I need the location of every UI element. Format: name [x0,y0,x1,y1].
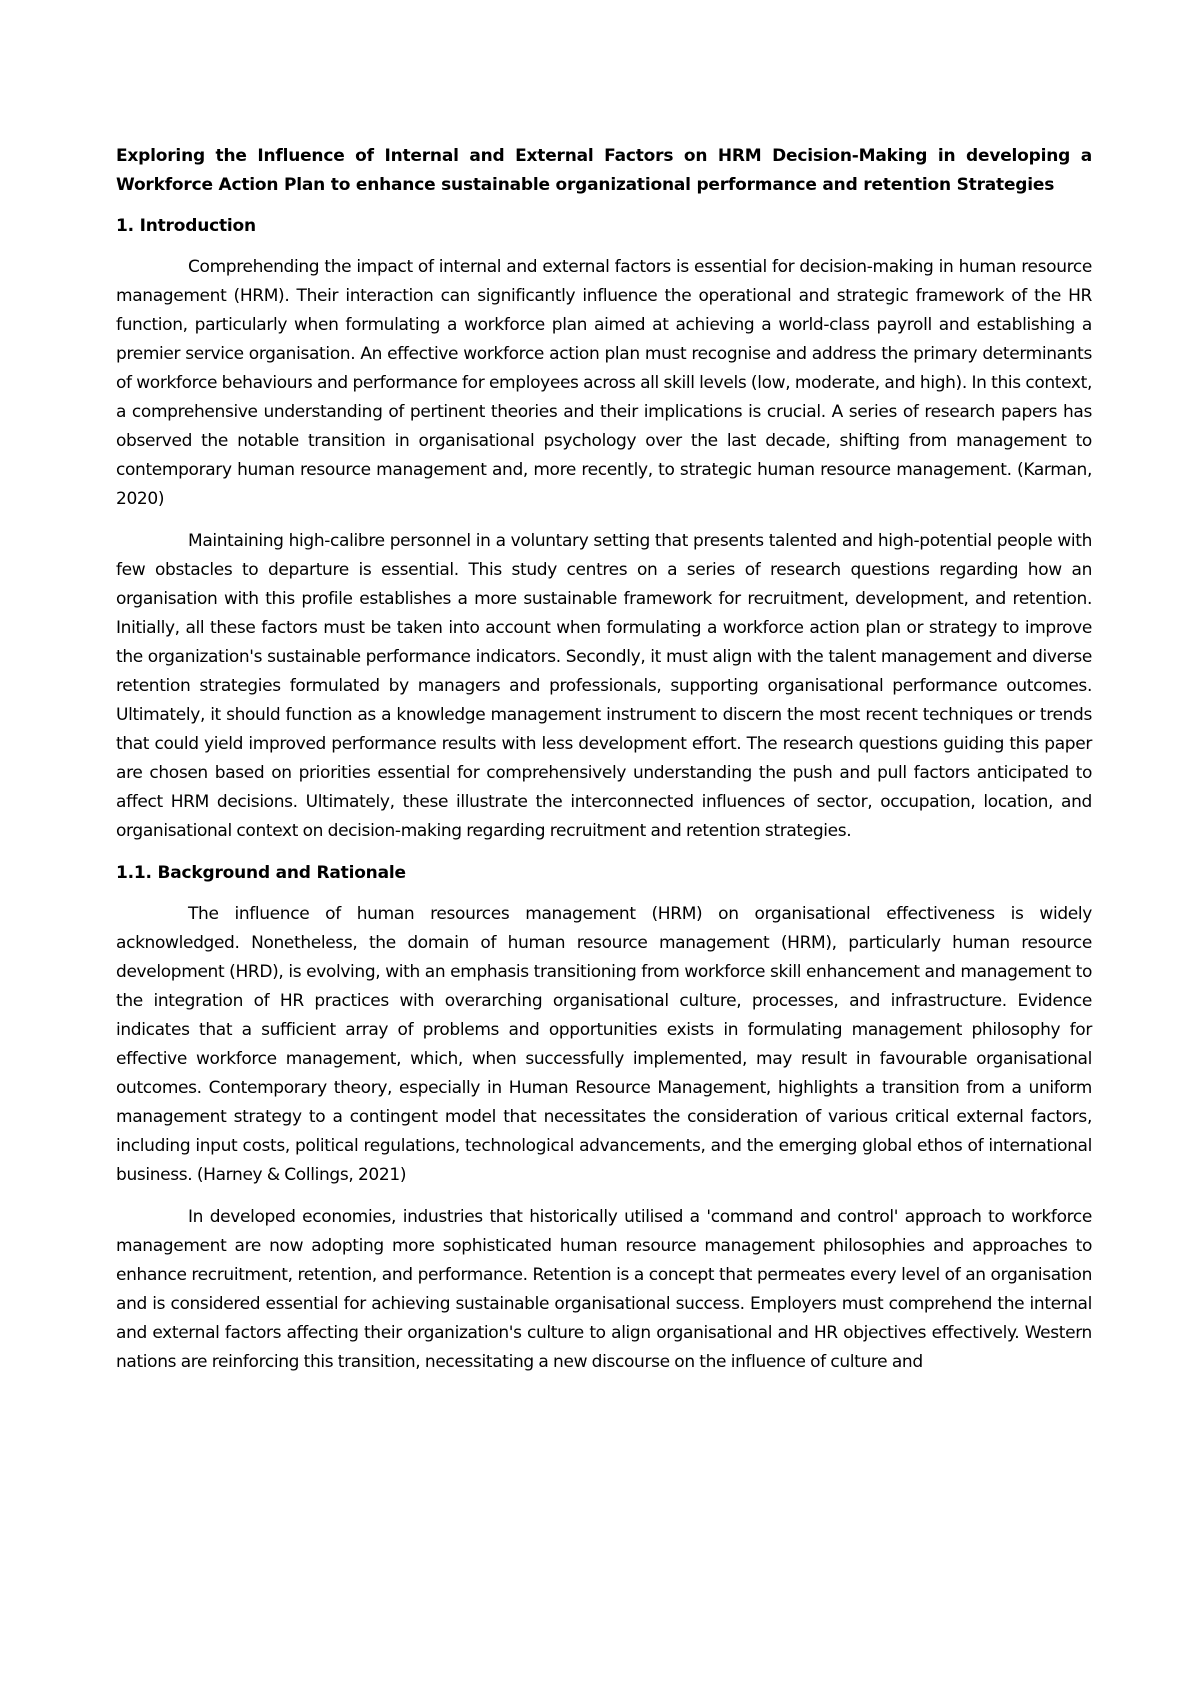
section-introduction [116,212,1092,846]
document-title: Exploring the Influence of Internal and External Factors on HRM Decision-Making in developing a Workforce Action Plan to enhance sustainable organizational performance and retention Strategies [116,146,1092,195]
paragraph: In developed economies, industries that historically utilised a 'command and control' approach to workforce management are now adopting more sophisticated human resource management philosophies and approaches to enhance recruitment, retention, and performance. Retention is a concept that permeates every level of an organisation and is considered essential for achieving sustainable organisational success. Employers must comprehend the internal and external factors affecting their organization's culture to align organisational and HR objectives effectively. Western nations are reinforcing this transition, necessitating a new discourse on the influence of culture and [116,1207,1092,1372]
section-heading: 1. Introduction [116,216,256,236]
document-page [116,142,1092,1390]
paragraph: Comprehending the impact of internal and external factors is essential for decision-making in human resource management (HRM). Their interaction can significantly influence the operational and strategic framework of the HR function, particularly when formulating a workforce plan aimed at achieving a world-class payroll and establishing a premier service organisation. An effective workforce action plan must recognise and address the primary determinants of workforce behaviours and performance for employees across all skill levels (low, moderate, and high). In this context, a comprehensive understanding of pertinent theories and their implications is crucial. A series of research papers has observed the notable transition in organisational psychology over the last decade, shifting from management to contemporary human resource management and, more recently, to strategic human resource management. (Karman, 2020) [116,257,1092,509]
section-background-rationale [116,859,1092,1377]
section-heading: 1.1. Background and Rationale [116,863,406,883]
paragraph: The influence of human resources management (HRM) on organisational effectiveness is widely acknowledged. Nonetheless, the domain of human resource management (HRM), particularly human resource development (HRD), is evolving, with an emphasis transitioning from workforce skill enhancement and management to the integration of HR practices with overarching organisational culture, processes, and infrastructure. Evidence indicates that a sufficient array of problems and opportunities exists in formulating management philosophy for effective workforce management, which, when successfully implemented, may result in favourable organisational outcomes. Contemporary theory, especially in Human Resource Management, highlights a transition from a uniform management strategy to a contingent model that necessitates the consideration of various critical external factors, including input costs, political regulations, technological advancements, and the emerging global ethos of international business. (Harney & Collings, 2021) [116,904,1092,1185]
paragraph: Maintaining high-calibre personnel in a voluntary setting that presents talented and high-potential people with few obstacles to departure is essential. This study centres on a series of research questions regarding how an organisation with this profile establishes a more sustainable framework for recruitment, development, and retention. Initially, all these factors must be taken into account when formulating a workforce action plan or strategy to improve the organization's sustainable performance indicators. Secondly, it must align with the talent management and diverse retention strategies formulated by managers and professionals, supporting organisational performance outcomes. Ultimately, it should function as a knowledge management instrument to discern the most recent techniques or trends that could yield improved performance results with less development effort. The research questions guiding this paper are chosen based on priorities essential for comprehensively understanding the push and pull factors anticipated to affect HRM decisions. Ultimately, these illustrate the interconnected influences of sector, occupation, location, and organisational context on decision-making regarding recruitment and retention strategies. [116,531,1092,841]
